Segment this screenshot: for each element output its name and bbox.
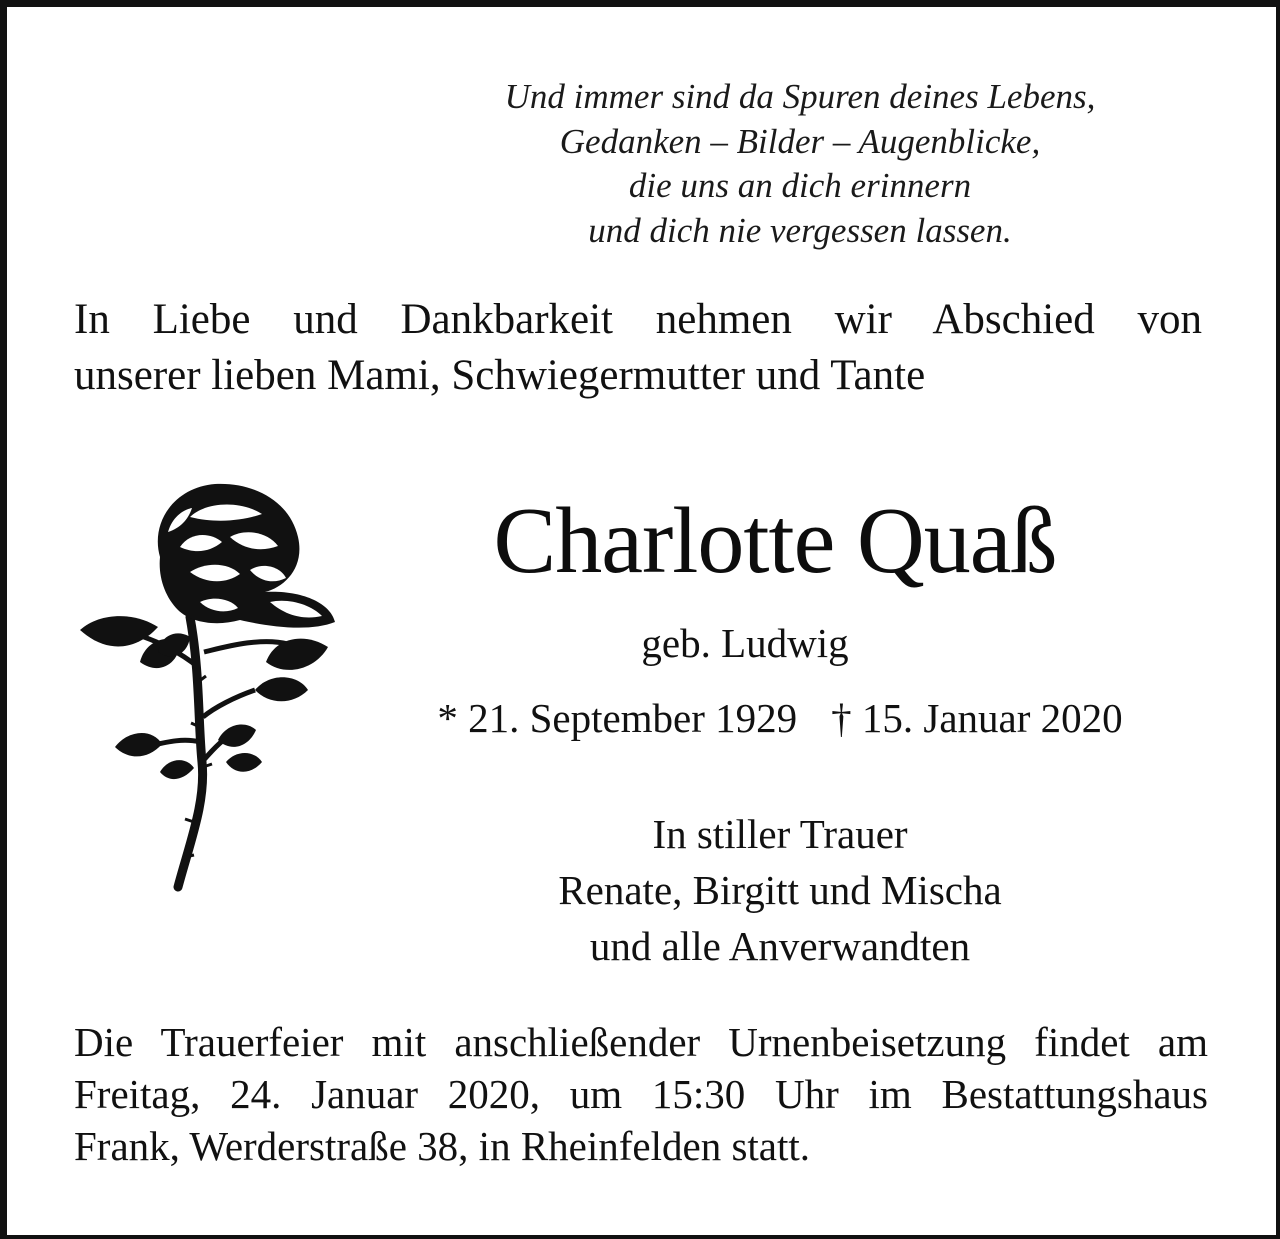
funeral-service-info: [74, 1016, 1208, 1172]
mourners-line: und alle Anverwandten: [589, 923, 971, 969]
mourners-line: In stiller Trauer: [652, 811, 908, 857]
birth-name: geb. Ludwig: [641, 620, 849, 666]
poem-line: Und immer sind da Spuren deines Lebens,: [504, 77, 1096, 116]
deceased-name: Charlotte Quaß: [493, 489, 1057, 593]
life-dates: [360, 688, 1200, 748]
service-line: Frank, Werderstraße 38, in Rheinfelden statt.: [74, 1123, 811, 1169]
intro-line: In Liebe und Dankbarkeit nehmen wir Abschied von: [74, 296, 1202, 343]
poem-line: die uns an dich erinnern: [628, 166, 972, 205]
service-line: Die Trauerfeier mit anschließender Urnenbeisetzung findet am: [74, 1019, 1208, 1065]
birth-date: * 21. September 1929: [437, 695, 798, 741]
mourners-line: Renate, Birgitt und Mischa: [558, 867, 1002, 913]
rose-icon: [40, 462, 370, 902]
mourners-block: [360, 806, 1200, 974]
death-date: † 15. Januar 2020: [831, 695, 1123, 741]
poem-line: Gedanken – Bilder – Augenblicke,: [559, 121, 1041, 161]
intro-line: unserer lieben Mami, Schwiegermutter und Tante: [74, 352, 926, 399]
service-line: Freitag, 24. Januar 2020, um 15:30 Uhr im Bestattungshaus: [74, 1071, 1208, 1117]
memorial-poem: [340, 75, 1260, 253]
poem-line: und dich nie vergessen lassen.: [588, 210, 1012, 250]
farewell-intro: [74, 292, 1202, 404]
